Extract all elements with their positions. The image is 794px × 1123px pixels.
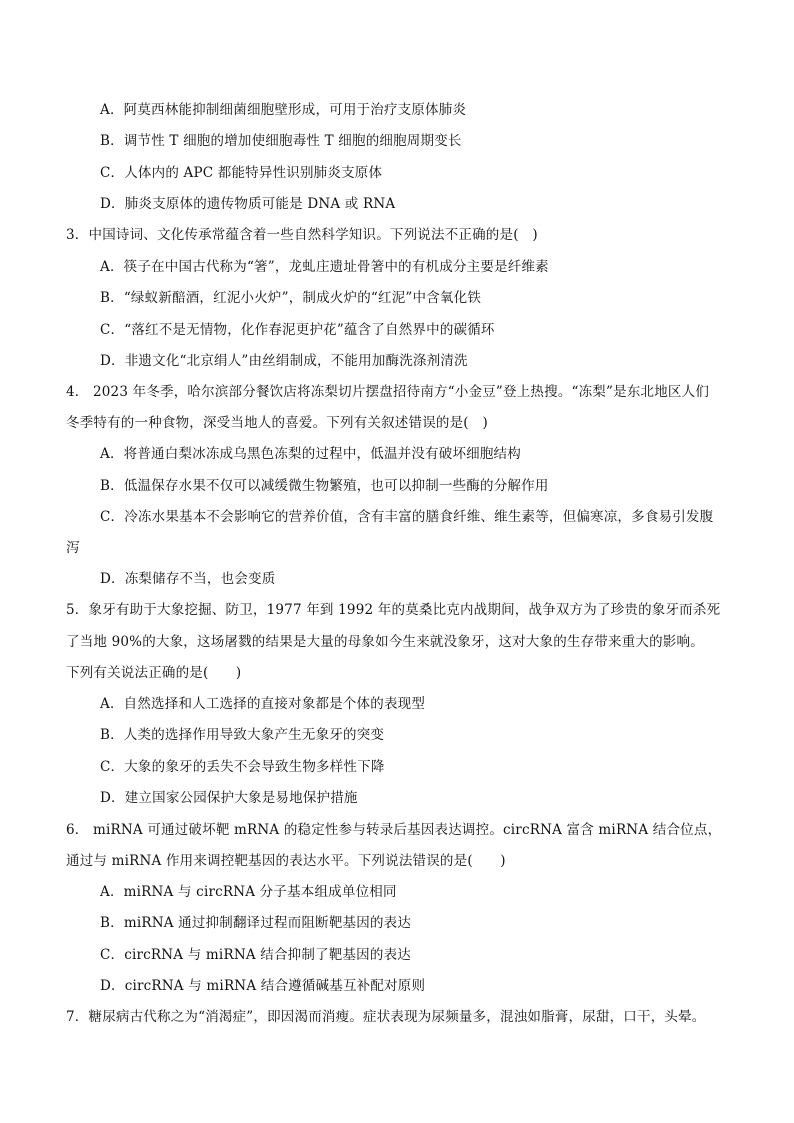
q5-option-a: A．自然选择和人工选择的直接对象都是个体的表现型 [100,696,426,712]
q2-option-a: A．阿莫西林能抑制细菌细胞壁形成，可用于治疗支原体肺炎 [100,102,467,118]
q5-option-c: C．大象的象牙的丢失不会导致生物多样性下降 [100,759,385,775]
q5-option-d: D．建立国家公园保护大象是易地保护措施 [100,790,358,806]
q2-option-d: D．肺炎支原体的遗传物质可能是 DNA 或 RNA [100,196,396,212]
q6-stem-line1: 6． miRNA 可通过破坏靶 mRNA 的稳定性参与转录后基因表达调控。circRNA 富含 miRNA 结合位点， [66,822,722,838]
q4-option-c: C．冷冻水果基本不会影响它的营养价值，含有丰富的膳食纤维、维生素等，但偏寒凉，多食易引发腹 [100,509,714,525]
q4-stem-line2: 冬季特有的一种食物，深受当地人的喜爱。下列有关叙述错误的是( ) [66,415,488,431]
q6-option-a: A．miRNA 与 circRNA 分子基本组成单位相同 [100,884,397,900]
q3-stem: 3．中国诗词、文化传承常蕴含着一些自然科学知识。下列说法不正确的是( ) [66,227,538,243]
q6-stem-line2: 通过与 miRNA 作用来调控靶基因的表达水平。下列说法错误的是( ) [66,853,506,869]
q7-stem-line1: 7．糖尿病古代称之为“消渴症”，即因渴而消瘦。症状表现为尿频量多，混浊如脂膏，尿甜，口干，头晕。 [66,1009,706,1025]
q5-stem-line2: 了当地 90%的大象，这场屠戮的结果是大量的母象如今生来就没象牙，这对大象的生存带来重大的影响。 [66,634,704,650]
q2-option-c: C．人体内的 APC 都能特异性识别肺炎支原体 [100,165,383,181]
q3-option-a: A．筷子在中国古代称为“箸”，龙虬庄遗址骨箸中的有机成分主要是纤维素 [100,259,549,275]
q4-option-a: A．将普通白梨冰冻成乌黑色冻梨的过程中，低温并没有破坏细胞结构 [100,446,521,462]
q6-option-c: C．circRNA 与 miRNA 结合抑制了靶基因的表达 [100,947,411,963]
q5-option-b: B．人类的选择作用导致大象产生无象牙的突变 [100,727,385,743]
q5-stem-line1: 5．象牙有助于大象挖掘、防卫，1977 年到 1992 年的莫桑比克内战期间，战争双方为了珍贵的象牙而杀死 [66,602,721,618]
q5-stem-line3: 下列有关说法正确的是( ) [66,665,242,681]
q3-option-c: C．“落红不是无情物，化作春泥更护花”蕴含了自然界中的碳循环 [100,322,495,338]
q4-stem-line1: 4． 2023 年冬季，哈尔滨部分餐饮店将冻梨切片摆盘招待南方“小金豆”登上热搜。“冻梨”是东北地区人们 [66,384,710,400]
q3-option-d: D．非遗文化“北京绢人”由丝绢制成，不能用加酶洗涤剂清洗 [100,353,468,369]
q6-option-d: D．circRNA 与 miRNA 结合遵循碱基互补配对原则 [100,978,426,994]
q6-option-b: B．miRNA 通过抑制翻译过程而阻断靶基因的表达 [100,915,412,931]
q4-option-b: B．低温保存水果不仅可以减缓微生物繁殖，也可以抑制一些酶的分解作用 [100,478,549,494]
q4-option-c-continuation: 泻 [66,540,80,556]
q3-option-b: B．“绿蚁新醅酒，红泥小火炉”，制成火炉的“红泥”中含氧化铁 [100,290,482,306]
q4-option-d: D．冻梨储存不当，也会变质 [100,571,276,587]
q2-option-b: B．调节性 T 细胞的增加使细胞毒性 T 细胞的细胞周期变长 [100,133,462,149]
